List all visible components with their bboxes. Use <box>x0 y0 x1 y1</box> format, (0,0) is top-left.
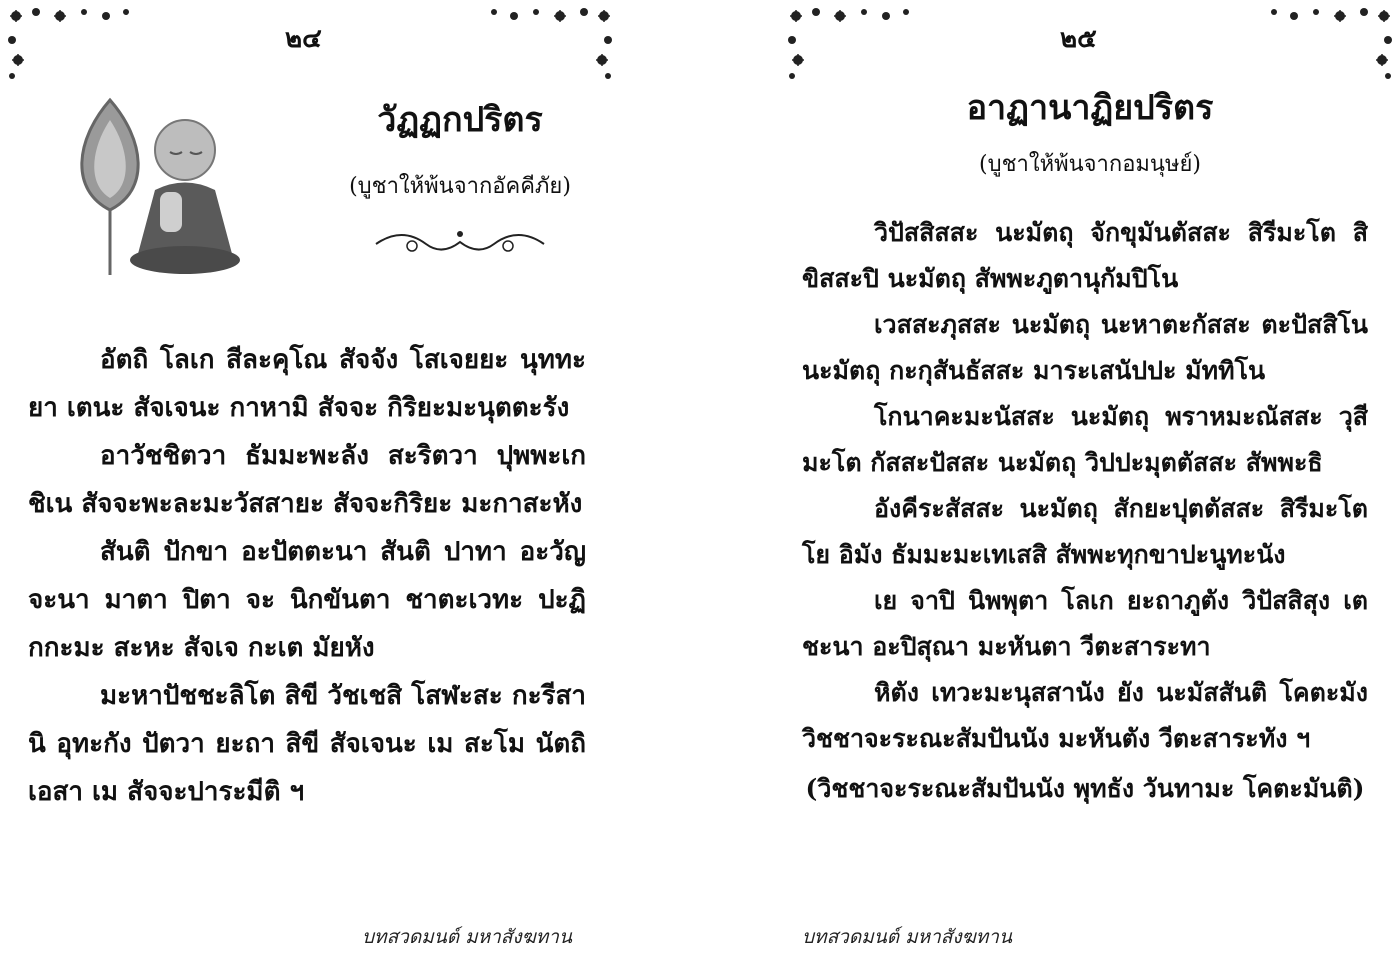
chant-closing: (วิชชาจะระณะสัมปันนัง พุทธัง วันทามะ โคตะมันติ) <box>805 774 1365 803</box>
page-number: ๒๔ <box>285 24 322 54</box>
page-subtitle: (บูชาให้พ้นจากอัคคีภัย) <box>349 174 571 199</box>
chant-paragraph: เวสสะภุสสะ นะมัตถุ นะหาตะกัสสะ ตะปัสสิโน นะมัตถุ กะกุสันธัสสะ มาระเสนัปปะ มัททิโน <box>802 310 1368 385</box>
page-title: อาฏานาฏิยปริตร <box>966 88 1214 128</box>
floral-corner-ornament <box>478 2 618 82</box>
chant-paragraph: อัตถิ โลเก สีละคุโณ สัจจัง โสเจยยะ นุททะยา เตนะ สัจเจนะ กาหามิ สัจจะ กิริยะมะนุตตะรัง <box>28 345 586 423</box>
right-page <box>780 0 1400 954</box>
page-footer: บทสวดมนต์ มหาสังฆทาน <box>802 926 1012 948</box>
floral-corner-ornament <box>1258 2 1398 82</box>
chant-paragraph: หิตัง เทวะมะนุสสานัง ยัง นะมัสสันติ โคตะมัง วิชชาจะระณะสัมปันนัง มะหันตัง วีตะสาระทัง ฯ <box>802 678 1368 753</box>
chant-paragraph: วิปัสสิสสะ นะมัตถุ จักขุมันตัสสะ สิรีมะโต สิขิสสะปิ นะมัตถุ สัพพะภูตานุกัมปิโน <box>802 218 1368 293</box>
monk-illustration <box>60 80 260 280</box>
chant-paragraph: เย จาปิ นิพพุตา โลเก ยะถาภูตัง วิปัสสิสุง เต ชะนา อะปิสุณา มะหันตา วีตะสาระทา <box>802 586 1368 661</box>
chant-text <box>802 210 1368 812</box>
chant-paragraph: โกนาคะมะนัสสะ นะมัตถุ พราหมะณัสสะ วุสีมะโต กัสสะปัสสะ นะมัตถุ วิปปะมุตตัสสะ สัพพะธิ <box>802 402 1368 477</box>
chant-paragraph: อังคีระสัสสะ นะมัตถุ สักยะปุตตัสสะ สิรีมะโต โย อิมัง ธัมมะมะเทเสสิ สัพพะทุกขาปะนูทะนัง <box>802 494 1368 569</box>
floral-corner-ornament <box>2 2 142 82</box>
chant-paragraph: สันติ ปักขา อะปัตตะนา สันติ ปาทา อะวัญจะนา มาตา ปิตา จะ นิกขันตา ชาตะเวทะ ปะฏิกกะมะ สะหะ สัจเจ กะเต มัยหัง <box>28 537 586 663</box>
page-subtitle: (บูชาให้พ้นจากอมนุษย์) <box>979 152 1201 177</box>
flourish-ornament <box>372 222 548 262</box>
chant-text <box>28 336 586 816</box>
page-number: ๒๕ <box>1060 24 1097 54</box>
page-footer: บทสวดมนต์ มหาสังฆทาน <box>362 926 572 948</box>
left-page <box>0 0 620 954</box>
chant-paragraph: อาวัชชิตวา ธัมมะพะลัง สะริตวา ปุพพะเก ชิเน สัจจะพะละมะวัสสายะ สัจจะกิริยะ มะกาสะหัง <box>28 441 586 519</box>
floral-corner-ornament <box>782 2 922 82</box>
page-title: วัฏฏกปริตร <box>377 100 543 140</box>
chant-paragraph: มะหาปัชชะลิโต สิขี วัชเชสิ โสฬะสะ กะรีสานิ อุทะกัง ปัตวา ยะถา สิขี สัจเจนะ เม สะโม นัตถิ เอสา เม สัจจะปาระมีติ ฯ <box>28 681 586 807</box>
